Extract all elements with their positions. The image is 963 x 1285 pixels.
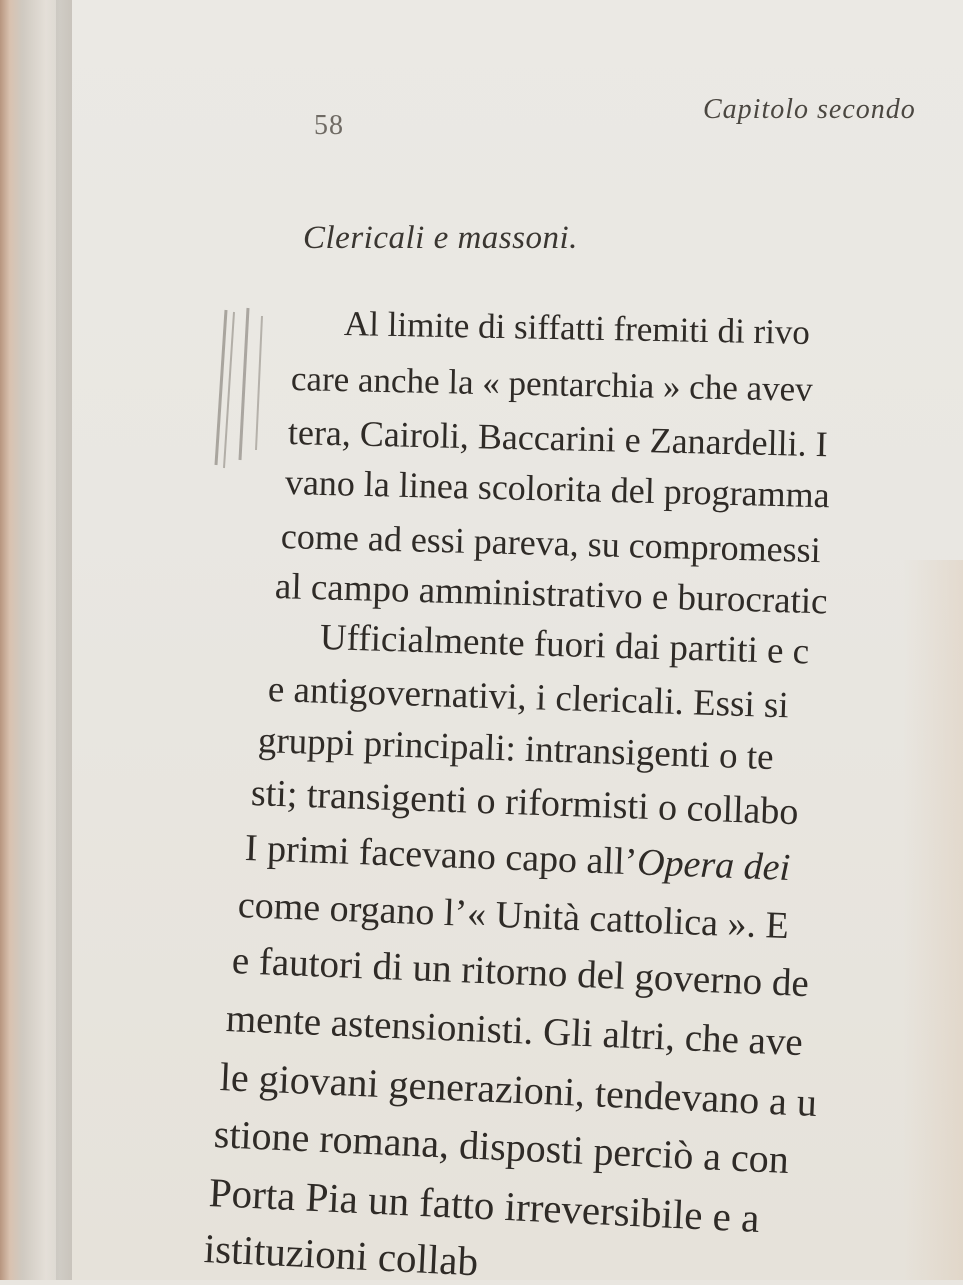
text-line: Ufficialmente fuori dai partiti e c	[319, 617, 810, 673]
text-line: vano la linea scolorita del programma	[284, 462, 831, 516]
text-line: e antigovernativi, i clericali. Essi si	[267, 669, 790, 727]
pencil-margin-marks	[210, 300, 270, 475]
text-line: come organo l’« Unità cattolica ». E	[237, 884, 790, 948]
text-line: come ad essi pareva, su compromessi	[280, 516, 822, 571]
text-line: stione romana, disposti perciò a con	[212, 1111, 790, 1183]
text-line: e fautori di un ritorno del governo de	[231, 939, 810, 1006]
section-title: Clericali e massoni.	[303, 220, 578, 256]
text-line: le giovani generazioni, tendevano a u	[219, 1054, 818, 1126]
text-line: istituzioni collab	[202, 1225, 480, 1285]
page-shadow	[903, 560, 963, 1280]
book-gutter-edge	[0, 0, 72, 1280]
text-line-italic: Opera dei	[636, 841, 791, 889]
page-number: 58	[314, 110, 344, 141]
text-line: care anche la « pentarchia » che avev	[290, 359, 814, 409]
text-line: mente astensionisti. Gli altri, che ave	[225, 997, 804, 1065]
text-line: Al limite di siffatti fremiti di rivo	[343, 304, 811, 352]
running-head: Capitolo secondo	[703, 94, 916, 125]
text-line: tera, Cairoli, Baccarini e Zanardelli. I	[287, 412, 829, 465]
text-line-roman: I primi facevano capo all’	[244, 827, 638, 884]
text-line: gruppi principali: intransigenti o te	[257, 720, 775, 779]
text-line: sti; transigenti o riformisti o collabo	[250, 772, 800, 834]
text-line: Porta Pia un fatto irreversibile e a	[207, 1169, 761, 1241]
text-line: al campo amministrativo e burocratic	[274, 566, 829, 623]
